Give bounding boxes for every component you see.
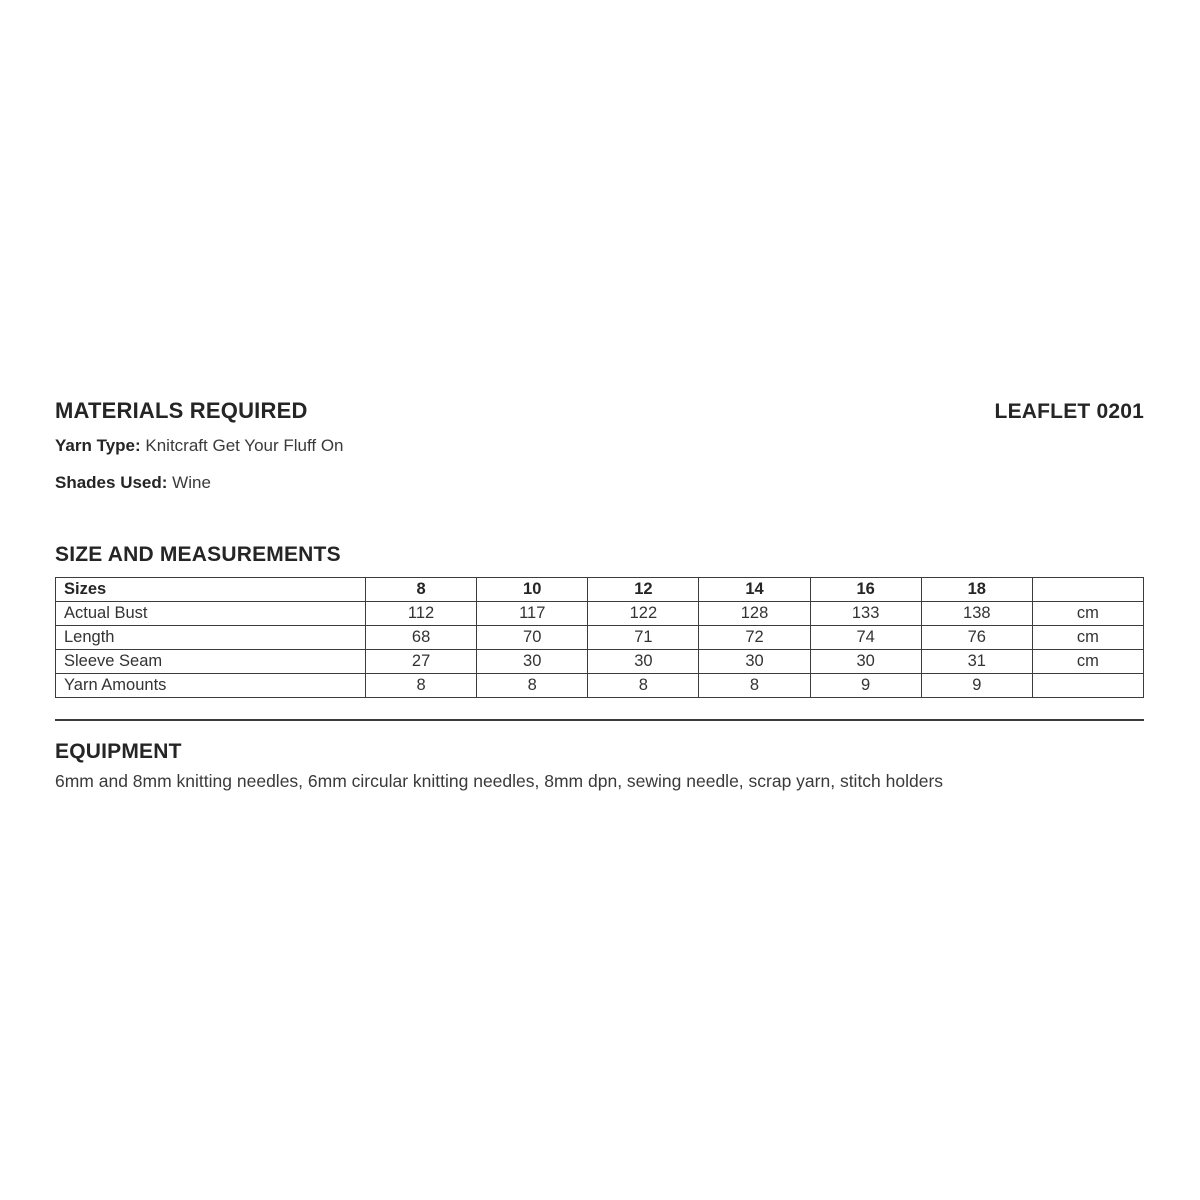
shades-used-line (55, 473, 1144, 493)
leaflet-number: LEAFLET 0201 (994, 400, 1144, 423)
value-cell: 30 (588, 649, 699, 673)
value-cell: 133 (810, 601, 921, 625)
materials-header (55, 399, 1144, 424)
value-cell: 138 (921, 601, 1032, 625)
value-cell: 8 (699, 673, 810, 697)
shades-used-label: Shades Used: (55, 473, 168, 493)
row-label-cell: Length (56, 625, 366, 649)
value-cell: 30 (699, 649, 810, 673)
value-cell: 128 (699, 601, 810, 625)
value-cell: 9 (810, 673, 921, 697)
shades-used-value: Wine (172, 473, 211, 493)
value-cell: 117 (477, 601, 588, 625)
value-cell: 70 (477, 625, 588, 649)
row-label-cell: Sleeve Seam (56, 649, 366, 673)
measurements-table-body (56, 601, 1144, 697)
value-cell: 27 (366, 649, 477, 673)
table-header-row (56, 577, 1144, 601)
value-cell: cm (1032, 625, 1143, 649)
table-row (56, 601, 1144, 625)
table-header-sizes-label: Sizes (56, 577, 366, 601)
value-cell: 112 (366, 601, 477, 625)
table-row (56, 625, 1144, 649)
table-header-size-cell: 16 (810, 577, 921, 601)
table-header-size-cell (1032, 577, 1143, 601)
size-measurements-heading: SIZE AND MEASUREMENTS (55, 542, 341, 566)
equipment-text: 6mm and 8mm knitting needles, 6mm circular knitting needles, 8mm dpn, sewing needle, scrap yarn, stitch holders (55, 770, 944, 791)
table-header-size-cell: 10 (477, 577, 588, 601)
yarn-type-label: Yarn Type: (55, 436, 141, 455)
value-cell: 72 (699, 625, 810, 649)
equipment-heading: EQUIPMENT (55, 739, 182, 763)
table-header-size-cell: 18 (921, 577, 1032, 601)
value-cell: 9 (921, 673, 1032, 697)
value-cell (1032, 673, 1143, 697)
measurements-table (55, 577, 1144, 698)
value-cell: 122 (588, 601, 699, 625)
value-cell: cm (1032, 649, 1143, 673)
value-cell: 8 (366, 673, 477, 697)
value-cell: 31 (921, 649, 1032, 673)
value-cell: 71 (588, 625, 699, 649)
value-cell: 74 (810, 625, 921, 649)
value-cell: 76 (921, 625, 1032, 649)
table-header-size-cell: 14 (699, 577, 810, 601)
value-cell: 30 (810, 649, 921, 673)
row-label-cell: Yarn Amounts (56, 673, 366, 697)
value-cell: cm (1032, 601, 1143, 625)
yarn-type-line (55, 436, 1144, 456)
value-cell: 68 (366, 625, 477, 649)
value-cell: 8 (477, 673, 588, 697)
table-row (56, 649, 1144, 673)
table-row (56, 673, 1144, 697)
table-header-size-cell: 12 (588, 577, 699, 601)
yarn-type-value: Knitcraft Get Your Fluff On (145, 436, 344, 455)
value-cell: 30 (477, 649, 588, 673)
section-divider (55, 719, 1144, 721)
value-cell: 8 (588, 673, 699, 697)
materials-required-heading: MATERIALS REQUIRED (55, 398, 308, 423)
page-content (55, 399, 1144, 793)
table-header-size-cell: 8 (366, 577, 477, 601)
row-label-cell: Actual Bust (56, 601, 366, 625)
